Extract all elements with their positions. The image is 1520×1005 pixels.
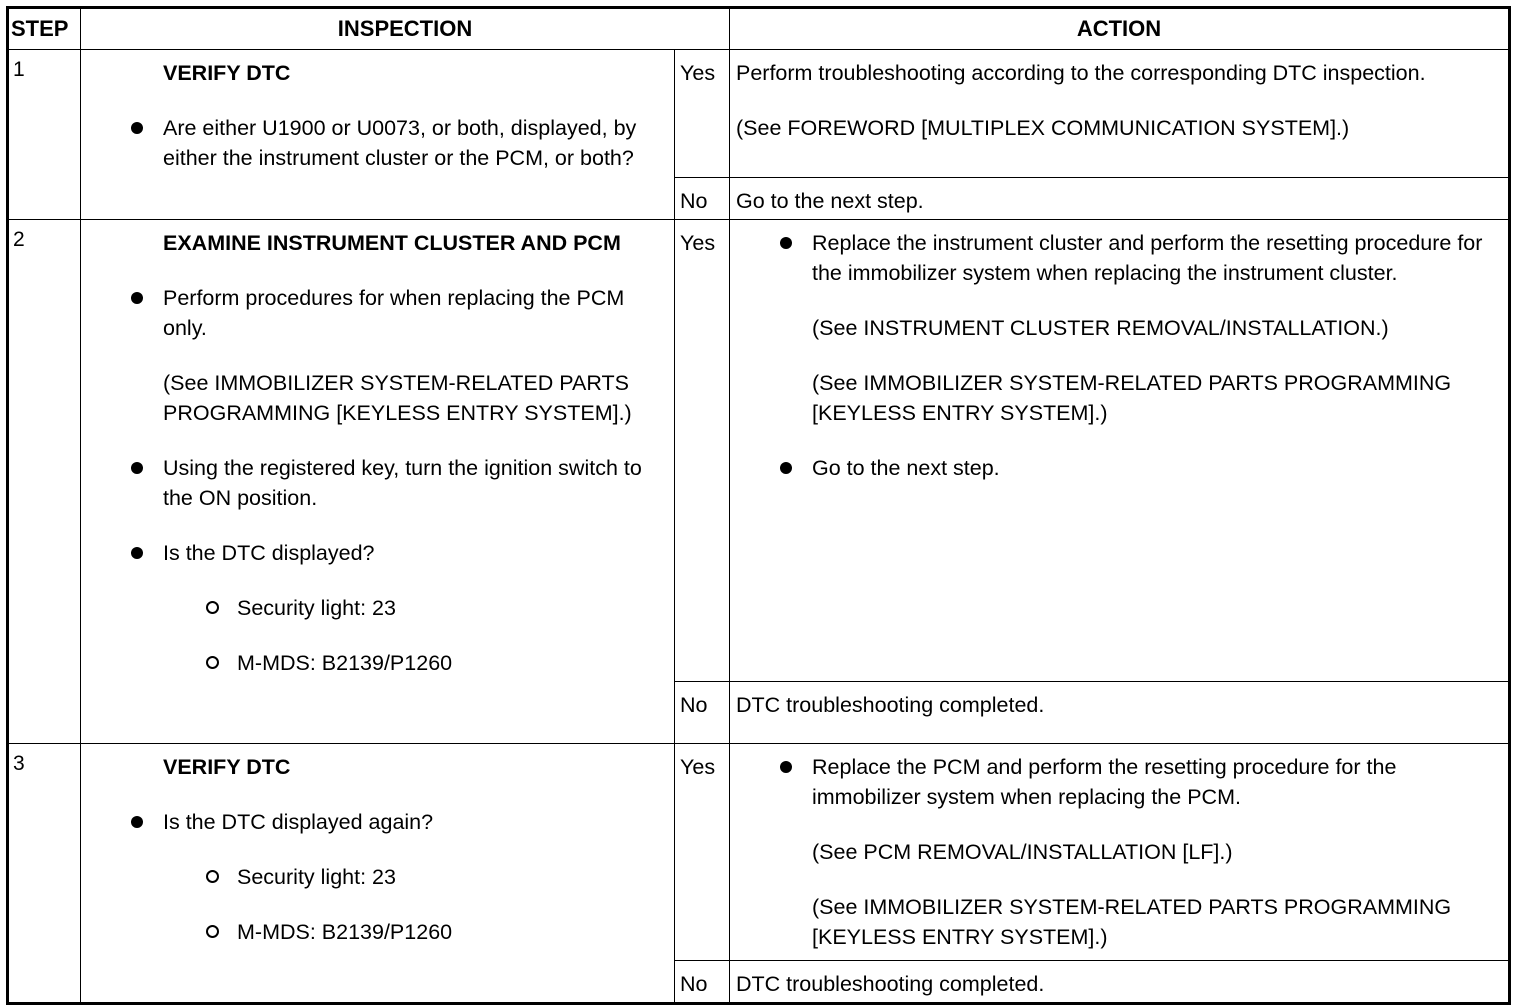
no-label: No [675, 178, 730, 220]
reference-text: (See IMMOBILIZER SYSTEM-RELATED PARTS PROGRAMMING [KEYLESS ENTRY SYSTEM].) [812, 895, 1452, 949]
reference-text: (See IMMOBILIZER SYSTEM-RELATED PARTS PROGRAMMING [KEYLESS ENTRY SYSTEM].) [163, 371, 632, 425]
bullet-dot-icon [131, 292, 143, 304]
circle-bullet-icon [206, 925, 219, 938]
step-3-inspection [81, 744, 675, 1004]
step-title: VERIFY DTC [163, 755, 291, 779]
inspection-bullet: Is the DTC displayed? [81, 538, 654, 568]
step-1-yes-row [8, 50, 1510, 178]
circle-bullet-icon [206, 656, 219, 669]
sub-bullet: M-MDS: B2139/P1260 [81, 917, 654, 947]
bullet-dot-icon [131, 816, 143, 828]
reference-text: (See INSTRUMENT CLUSTER REMOVAL/INSTALLATION.) [812, 316, 1389, 340]
inspection-bullet: Perform procedures for when replacing the PCM only. [81, 283, 654, 343]
inspection-bullet: Using the registered key, turn the ignition switch to the ON position. [81, 453, 654, 513]
bullet-dot-icon [131, 547, 143, 559]
step-number: 1 [8, 50, 81, 220]
bullet-dot-icon [131, 122, 143, 134]
step-2-yes-row [8, 220, 1510, 682]
step-2-inspection [81, 220, 675, 744]
step-3-yes-row [8, 744, 1510, 961]
step-title: VERIFY DTC [163, 61, 291, 85]
reference-text: (See FOREWORD [MULTIPLEX COMMUNICATION SYSTEM].) [736, 116, 1350, 140]
troubleshooting-table [6, 6, 1511, 1005]
bullet-dot-icon [780, 761, 792, 773]
action-bullet: Replace the instrument cluster and perform the resetting procedure for the immobilizer system when replacing the instrument cluster. [736, 228, 1502, 288]
action-bullet: Go to the next step. [736, 453, 1502, 483]
action-text: Perform troubleshooting according to the corresponding DTC inspection. [736, 61, 1426, 85]
yes-label: Yes [675, 220, 730, 682]
inspection-header: INSPECTION [81, 8, 730, 50]
action-header: ACTION [730, 8, 1510, 50]
step-1-inspection [81, 50, 675, 220]
step-1-yes-action [730, 50, 1510, 178]
no-label: No [675, 961, 730, 1004]
circle-bullet-icon [206, 601, 219, 614]
step-2-no-action: DTC troubleshooting completed. [730, 682, 1510, 744]
action-bullet: Replace the PCM and perform the resetting procedure for the immobilizer system when replacing the PCM. [736, 752, 1502, 812]
yes-label: Yes [675, 744, 730, 961]
step-number: 3 [8, 744, 81, 1004]
header-row [8, 8, 1510, 50]
no-label: No [675, 682, 730, 744]
bullet-dot-icon [780, 237, 792, 249]
inspection-bullet: Are either U1900 or U0073, or both, displayed, by either the instrument cluster or the PCM, or both? [81, 113, 654, 173]
reference-text: (See IMMOBILIZER SYSTEM-RELATED PARTS PROGRAMMING [KEYLESS ENTRY SYSTEM].) [812, 371, 1452, 425]
step-1-no-action: Go to the next step. [730, 178, 1510, 220]
step-3-yes-action [730, 744, 1510, 961]
step-title: EXAMINE INSTRUMENT CLUSTER AND PCM [163, 231, 621, 255]
bullet-dot-icon [131, 462, 143, 474]
step-3-no-action: DTC troubleshooting completed. [730, 961, 1510, 1004]
sub-bullet: Security light: 23 [81, 862, 654, 892]
sub-bullet: M-MDS: B2139/P1260 [81, 648, 654, 678]
circle-bullet-icon [206, 870, 219, 883]
yes-label: Yes [675, 50, 730, 178]
step-2-yes-action [730, 220, 1510, 682]
bullet-dot-icon [780, 462, 792, 474]
step-number: 2 [8, 220, 81, 744]
reference-text: (See PCM REMOVAL/INSTALLATION [LF].) [812, 840, 1233, 864]
inspection-bullet: Is the DTC displayed again? [81, 807, 654, 837]
sub-bullet: Security light: 23 [81, 593, 654, 623]
step-header: STEP [8, 8, 81, 50]
